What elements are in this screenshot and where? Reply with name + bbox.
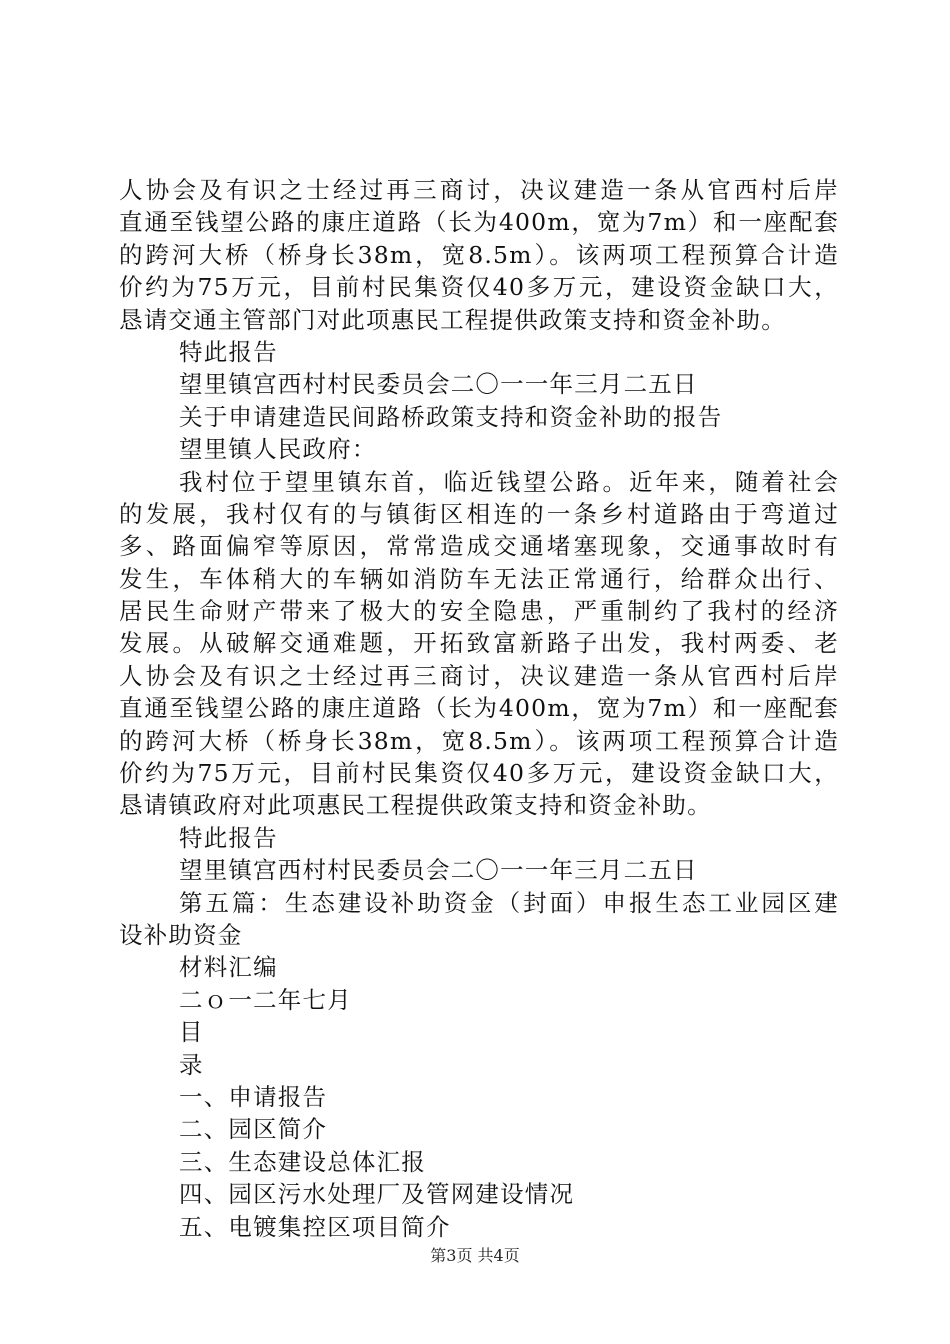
text-line: 价约为75万元，目前村民集资仅40多万元，建设资金缺口大， (119, 273, 839, 302)
text-line: 材料汇编 (179, 953, 278, 982)
text-line: 直通至钱望公路的康庄道路（长为400m，宽为7m）和一座配套 (119, 694, 839, 723)
text-line: 人协会及有识之士经过再三商讨，决议建造一条从官西村后岸 (119, 661, 839, 690)
text-line: 的发展，我村仅有的与镇街区相连的一条乡村道路由于弯道过 (119, 499, 839, 528)
text-line: 一、申请报告 (179, 1082, 328, 1111)
text-line: 特此报告 (179, 823, 278, 852)
text-line: 四、园区污水处理厂及管网建设情况 (179, 1180, 575, 1209)
document-body (119, 174, 839, 1243)
text-line: 直通至钱望公路的康庄道路（长为400m，宽为7m）和一座配套 (119, 208, 839, 237)
text-line: 居民生命财产带来了极大的安全隐患，严重制约了我村的经济 (119, 597, 839, 626)
text-line: 望里镇宫西村村民委员会二〇一一年三月二五日 (179, 370, 698, 399)
text-line: 三、生态建设总体汇报 (179, 1147, 426, 1176)
page-footer: 第3页 共4页 (430, 1246, 520, 1265)
text-line: 多、路面偏窄等原因，常常造成交通堵塞现象，交通事故时有 (119, 532, 839, 561)
text-line: 发展。从破解交通难题，开拓致富新路子出发，我村两委、老 (119, 629, 839, 658)
text-line: 望里镇宫西村村民委员会二〇一一年三月二五日 (179, 856, 698, 885)
text-line: 的跨河大桥（桥身长38m，宽8.5m）。该两项工程预算合计造 (119, 240, 839, 269)
text-line: 望里镇人民政府： (179, 435, 377, 464)
text-line: 录 (179, 1050, 204, 1079)
text-line: 恳请镇政府对此项惠民工程提供政策支持和资金补助。 (119, 791, 712, 820)
text-line: 恳请交通主管部门对此项惠民工程提供政策支持和资金补助。 (119, 305, 786, 334)
text-line: 人协会及有识之士经过再三商讨，决议建造一条从官西村后岸 (119, 176, 839, 204)
text-line: 关于申请建造民间路桥政策支持和资金补助的报告 (179, 402, 723, 431)
text-line: 设补助资金 (119, 920, 243, 949)
text-line: 二、园区简介 (179, 1115, 328, 1144)
text-line: 五、电镀集控区项目简介 (179, 1212, 451, 1241)
text-line: 我村位于望里镇东首，临近钱望公路。近年来，随着社会 (179, 467, 839, 496)
text-line: 特此报告 (179, 337, 278, 366)
text-line: 发生，车体稍大的车辆如消防车无法正常通行，给群众出行、 (119, 564, 839, 593)
text-line: 的跨河大桥（桥身长38m，宽8.5m）。该两项工程预算合计造 (119, 726, 839, 755)
text-line: 价约为75万元，目前村民集资仅40多万元，建设资金缺口大， (119, 759, 839, 788)
text-line: 第五篇：生态建设补助资金（封面）申报生态工业园区建 (179, 888, 839, 917)
text-line: 目 (179, 1018, 204, 1047)
text-line: 二ｏ一二年七月 (179, 985, 352, 1014)
